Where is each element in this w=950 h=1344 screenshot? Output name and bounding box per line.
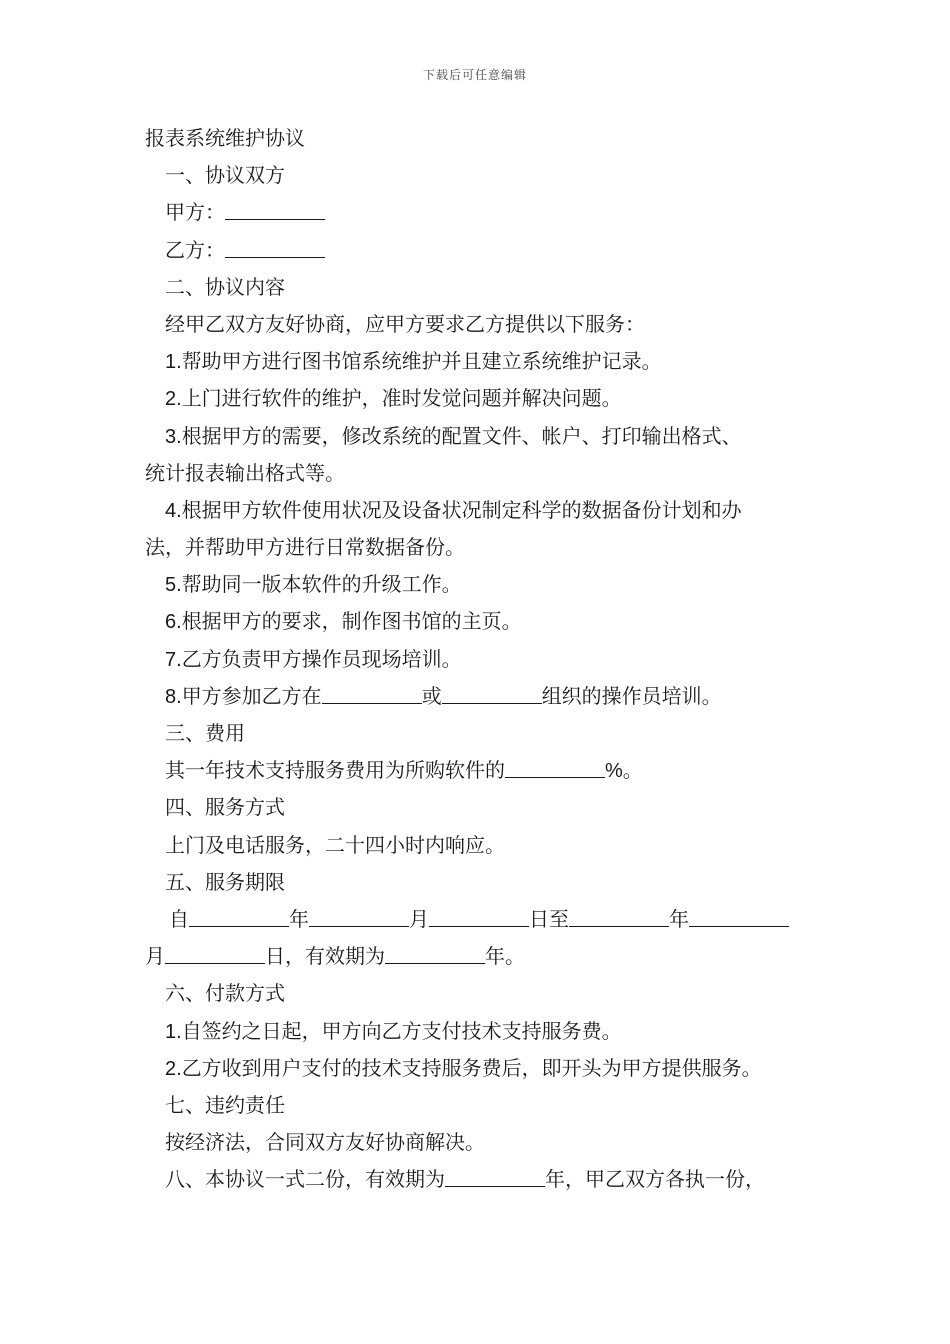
term-text: 八、本协议一式二份，有效期为 <box>165 1167 445 1192</box>
payment-item-1 <box>145 1013 825 1050</box>
percent-sign: %。 <box>605 760 643 783</box>
item-text: 根据甲方的需要，修改系统的配置文件、帐户、打印输出格式、 <box>181 423 742 448</box>
content-item-7 <box>145 641 825 678</box>
content-item-3 <box>145 418 825 455</box>
end-year-blank[interactable] <box>569 925 669 927</box>
item-number: 6. <box>165 611 182 634</box>
training-location-blank-2[interactable] <box>442 702 542 704</box>
item-text: 根据甲方软件使用状况及设备状况制定科学的数据备份计划和办 <box>181 497 742 522</box>
term-text: 月 <box>145 944 165 969</box>
agreement-document <box>145 120 825 1198</box>
item-text: 自签约之日起，甲方向乙方支付技术支持服务费。 <box>181 1018 622 1043</box>
item-text: 乙方负责甲方操作员现场培训。 <box>181 646 462 671</box>
term-text: 年 <box>669 906 689 931</box>
fees-label: 其一年技术支持服务费用为所购软件的 <box>165 758 505 783</box>
party-a-blank[interactable] <box>225 218 325 220</box>
item-number: 7. <box>165 648 182 671</box>
content-intro: 经甲乙双方友好协商，应甲方要求乙方提供以下服务： <box>165 311 645 336</box>
content-item-4-continued: 法，并帮助甲方进行日常数据备份。 <box>145 535 465 560</box>
start-year-blank[interactable] <box>189 925 289 927</box>
start-day-blank[interactable] <box>429 925 529 927</box>
section-heading-liability: 七、违约责任 <box>165 1092 285 1117</box>
fee-percent-blank[interactable] <box>505 776 605 778</box>
item-text: 上门进行软件的维护，准时发觉问题并解决问题。 <box>181 386 622 411</box>
content-item-8 <box>145 678 825 715</box>
term-text: 年，甲乙双方各执一份， <box>545 1167 765 1192</box>
item-text: 帮助同一版本软件的升级工作。 <box>181 572 462 597</box>
liability-text: 按经济法，合同双方友好协商解决。 <box>165 1130 485 1155</box>
service-term-line-2 <box>145 938 825 975</box>
party-a-label: 甲方： <box>165 200 225 225</box>
term-text: 日至 <box>529 906 569 931</box>
item-text: 帮助甲方进行图书馆系统维护并且建立系统维护记录。 <box>181 349 662 374</box>
service-term-line-1 <box>145 901 825 938</box>
section-heading-payment: 六、付款方式 <box>165 981 285 1006</box>
item-number: 2. <box>165 388 182 411</box>
content-item-5 <box>145 566 825 603</box>
section-heading-parties: 一、协议双方 <box>165 163 285 188</box>
item-number: 4. <box>165 499 182 522</box>
party-b-label: 乙方： <box>165 237 225 262</box>
service-mode-text: 上门及电话服务，二十四小时内响应。 <box>165 832 505 857</box>
end-day-blank[interactable] <box>165 962 265 964</box>
fees-text <box>145 752 825 789</box>
term-text: 自 <box>169 906 189 931</box>
header-note: 下载后可任意编辑 <box>422 68 527 82</box>
term-text: 年 <box>289 906 309 931</box>
section-heading-service-term: 五、服务期限 <box>165 869 285 894</box>
agreement-validity-blank[interactable] <box>445 1185 545 1187</box>
start-month-blank[interactable] <box>309 925 409 927</box>
item-text: 甲方参加乙方在 <box>181 683 322 708</box>
section-heading-service-mode: 四、服务方式 <box>165 795 285 820</box>
item-number: 1. <box>165 1020 182 1043</box>
item-text: 乙方收到用户支付的技术支持服务费后，即开头为甲方提供服务。 <box>181 1055 762 1080</box>
party-a-line <box>145 194 825 231</box>
item-number: 3. <box>165 425 182 448</box>
document-title: 报表系统维护协议 <box>145 126 305 150</box>
item-text: 根据甲方的要求，制作图书馆的主页。 <box>181 609 522 634</box>
content-item-3-continued: 统计报表输出格式等。 <box>145 460 345 485</box>
section-heading-content: 二、协议内容 <box>165 274 285 299</box>
item-number: 1. <box>165 351 182 374</box>
party-b-line <box>145 232 825 269</box>
training-location-blank-1[interactable] <box>322 702 422 704</box>
content-item-4 <box>145 492 825 529</box>
term-text: 月 <box>409 906 429 931</box>
item-number: 8. <box>165 685 182 708</box>
term-text: 日，有效期为 <box>265 944 385 969</box>
item-number: 5. <box>165 574 182 597</box>
content-item-2 <box>145 380 825 417</box>
item-text: 组织的操作员培训。 <box>541 683 722 708</box>
term-text: 年。 <box>485 944 525 969</box>
validity-years-blank[interactable] <box>385 962 485 964</box>
payment-item-2 <box>145 1050 825 1087</box>
content-item-1 <box>145 343 825 380</box>
section-heading-fees: 三、费用 <box>165 721 245 745</box>
item-number: 2. <box>165 1057 182 1080</box>
item-text: 或 <box>421 683 442 708</box>
section-eight-text <box>145 1161 825 1198</box>
content-item-6 <box>145 603 825 640</box>
party-b-blank[interactable] <box>225 256 325 258</box>
end-month-blank[interactable] <box>689 925 789 927</box>
